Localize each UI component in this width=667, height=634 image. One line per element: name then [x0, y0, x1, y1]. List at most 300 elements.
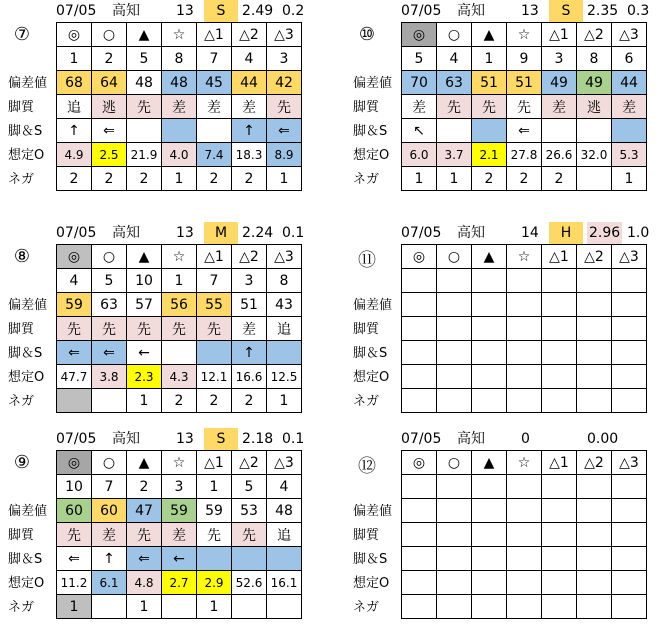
mark-cell: △1 — [197, 451, 232, 475]
expected-odds-cell: 47.7 — [57, 365, 92, 389]
running-style-cell: 先 — [197, 523, 232, 547]
row-label: 想定O — [353, 576, 390, 591]
negative-cell: 1 — [612, 167, 647, 191]
running-style-row — [57, 523, 302, 547]
leg-speed-row — [402, 119, 647, 143]
mark-cell: △3 — [267, 245, 302, 269]
leg-speed-cell — [197, 547, 232, 571]
deviation-cell: 49 — [577, 71, 612, 95]
deviation-cell — [542, 499, 577, 523]
row-label: ネガ — [353, 600, 380, 615]
running-style-cell — [542, 317, 577, 341]
running-style-cell: 差 — [402, 95, 437, 119]
expected-odds-cell: 32.0 — [577, 143, 612, 167]
horse-number-cell: 3 — [162, 475, 197, 499]
expected-odds-cell: 7.4 — [197, 143, 232, 167]
row-label: 脚＆S — [8, 552, 43, 567]
row-label: 偏差値 — [353, 298, 393, 313]
deviation-cell — [472, 499, 507, 523]
running-style-cell: 先 — [507, 95, 542, 119]
running-style-cell — [437, 523, 472, 547]
mark-row — [402, 23, 647, 47]
row-label: ネガ — [8, 172, 35, 187]
expected-odds-cell — [437, 571, 472, 595]
row-label: 想定O — [8, 370, 45, 385]
race-grade-badge: S — [549, 0, 583, 22]
mark-cell: △3 — [612, 451, 647, 475]
mark-cell: ▲ — [472, 23, 507, 47]
running-style-cell: 先 — [232, 523, 267, 547]
race-panel — [345, 222, 665, 427]
deviation-cell: 45 — [197, 71, 232, 95]
deviation-cell — [612, 293, 647, 317]
leg-speed-row — [402, 341, 647, 365]
expected-odds-cell: 8.9 — [267, 143, 302, 167]
expected-odds-cell — [472, 365, 507, 389]
row-label: ネガ — [353, 172, 380, 187]
expected-odds-cell: 12.1 — [197, 365, 232, 389]
running-style-cell: 差 — [162, 95, 197, 119]
negative-cell: 2 — [232, 167, 267, 191]
row-label: 想定O — [353, 370, 390, 385]
mark-cell: ☆ — [507, 451, 542, 475]
running-style-cell: 差 — [612, 95, 647, 119]
deviation-cell: 56 — [162, 293, 197, 317]
horse-number-cell — [507, 475, 542, 499]
race-index-value: 2.18 — [242, 431, 274, 447]
prediction-table — [56, 22, 302, 191]
running-style-cell: 差 — [197, 95, 232, 119]
deviation-cell — [577, 293, 612, 317]
leg-speed-cell: ↑ — [57, 119, 92, 143]
mark-cell: ▲ — [472, 451, 507, 475]
expected-odds-row — [402, 365, 647, 389]
race-index-sub: 0.1 — [282, 225, 305, 241]
running-style-cell: 先 — [197, 317, 232, 341]
leg-speed-cell — [197, 341, 232, 365]
negative-cell: 2 — [542, 167, 577, 191]
horse-number-cell: 1 — [57, 47, 92, 71]
deviation-cell — [437, 499, 472, 523]
expected-odds-row — [57, 365, 302, 389]
leg-speed-cell — [542, 341, 577, 365]
row-label: 脚＆S — [353, 552, 388, 567]
runner-count: 13 — [176, 431, 194, 447]
negative-cell — [57, 389, 92, 413]
negative-cell: 1 — [402, 167, 437, 191]
deviation-cell — [402, 293, 437, 317]
horse-number-cell — [577, 475, 612, 499]
mark-cell: △1 — [542, 245, 577, 269]
race-date: 07/05 — [401, 225, 442, 241]
negative-cell — [402, 389, 437, 413]
expected-odds-cell: 5.3 — [612, 143, 647, 167]
negative-row — [402, 595, 647, 619]
mark-cell: ○ — [437, 451, 472, 475]
expected-odds-cell: 6.0 — [402, 143, 437, 167]
race-number: ⑦ — [13, 24, 31, 45]
leg-speed-cell: ⇐ — [92, 341, 127, 365]
leg-speed-cell — [437, 341, 472, 365]
expected-odds-cell — [472, 571, 507, 595]
horse-number-cell — [612, 475, 647, 499]
expected-odds-cell — [577, 571, 612, 595]
leg-speed-cell — [577, 341, 612, 365]
horse-number-cell: 6 — [612, 47, 647, 71]
row-label: ネガ — [353, 394, 380, 409]
negative-cell — [612, 389, 647, 413]
race-venue: 高知 — [457, 3, 485, 19]
race-date: 07/05 — [401, 3, 442, 19]
horse-number-cell: 7 — [197, 47, 232, 71]
race-index-value: 0.00 — [587, 431, 619, 447]
leg-speed-cell — [197, 119, 232, 143]
running-style-cell: 先 — [162, 317, 197, 341]
mark-cell: ○ — [92, 23, 127, 47]
runner-count: 13 — [176, 3, 194, 19]
prediction-table — [401, 244, 647, 413]
running-style-cell — [472, 523, 507, 547]
runner-count: 13 — [521, 3, 539, 19]
running-style-cell: 差 — [162, 523, 197, 547]
negative-row — [57, 167, 302, 191]
mark-cell: ○ — [437, 245, 472, 269]
leg-speed-cell — [267, 547, 302, 571]
leg-speed-cell — [472, 547, 507, 571]
horse-number-cell: 9 — [507, 47, 542, 71]
deviation-cell — [402, 499, 437, 523]
negative-cell: 2 — [472, 167, 507, 191]
running-style-cell: 逃 — [92, 95, 127, 119]
race-date: 07/05 — [56, 431, 97, 447]
deviation-cell: 63 — [92, 293, 127, 317]
negative-cell: 1 — [162, 167, 197, 191]
race-index-value: 2.96 — [587, 222, 622, 244]
leg-speed-cell: ⇐ — [57, 341, 92, 365]
running-style-row — [402, 317, 647, 341]
running-style-cell — [402, 317, 437, 341]
expected-odds-cell: 12.5 — [267, 365, 302, 389]
leg-speed-cell — [577, 119, 612, 143]
negative-cell: 1 — [127, 595, 162, 619]
leg-speed-cell: ↑ — [232, 341, 267, 365]
mark-cell: ☆ — [162, 245, 197, 269]
leg-speed-cell — [507, 341, 542, 365]
deviation-cell: 57 — [127, 293, 162, 317]
leg-speed-cell: ⇐ — [57, 547, 92, 571]
horse-number-cell — [402, 475, 437, 499]
running-style-cell: 先 — [437, 95, 472, 119]
leg-speed-cell — [127, 119, 162, 143]
negative-cell: 1 — [437, 167, 472, 191]
negative-row — [402, 167, 647, 191]
horse-number-cell: 4 — [57, 269, 92, 293]
leg-speed-cell: ↑ — [232, 119, 267, 143]
runner-count: 0 — [521, 431, 530, 447]
expected-odds-cell: 3.8 — [92, 365, 127, 389]
expected-odds-cell: 27.8 — [507, 143, 542, 167]
mark-row — [57, 23, 302, 47]
negative-cell — [402, 595, 437, 619]
race-panel — [0, 428, 320, 633]
prediction-table — [56, 244, 302, 413]
expected-odds-cell — [507, 365, 542, 389]
row-label: 偏差値 — [8, 298, 48, 313]
running-style-cell: 先 — [127, 317, 162, 341]
expected-odds-cell: 4.0 — [162, 143, 197, 167]
expected-odds-row — [402, 571, 647, 595]
expected-odds-cell — [437, 365, 472, 389]
mark-row — [402, 245, 647, 269]
leg-speed-cell — [612, 119, 647, 143]
negative-cell: 2 — [232, 389, 267, 413]
negative-cell — [472, 389, 507, 413]
horse-number-cell: 2 — [127, 475, 162, 499]
deviation-cell: 59 — [162, 499, 197, 523]
horse-number-cell: 1 — [162, 269, 197, 293]
horse-number-row — [402, 47, 647, 71]
deviation-cell — [577, 499, 612, 523]
negative-cell — [437, 389, 472, 413]
horse-number-cell: 4 — [437, 47, 472, 71]
mark-cell: ☆ — [162, 23, 197, 47]
row-label: 脚＆S — [353, 124, 388, 139]
race-number: ⑪ — [358, 250, 376, 271]
negative-cell — [612, 595, 647, 619]
row-label: 想定O — [8, 576, 45, 591]
deviation-cell: 48 — [127, 71, 162, 95]
running-style-cell: 先 — [127, 523, 162, 547]
race-number: ⑩ — [358, 24, 376, 45]
runner-count: 13 — [176, 225, 194, 241]
leg-speed-cell — [472, 119, 507, 143]
running-style-cell: 差 — [232, 317, 267, 341]
deviation-cell: 51 — [472, 71, 507, 95]
deviation-cell: 59 — [57, 293, 92, 317]
expected-odds-cell: 2.1 — [472, 143, 507, 167]
running-style-cell: 先 — [92, 317, 127, 341]
mark-cell: △3 — [267, 23, 302, 47]
race-grade-badge: H — [549, 222, 583, 244]
race-venue: 高知 — [112, 3, 140, 19]
deviation-cell: 64 — [92, 71, 127, 95]
horse-number-cell: 3 — [267, 47, 302, 71]
leg-speed-cell — [437, 547, 472, 571]
expected-odds-cell: 4.9 — [57, 143, 92, 167]
race-venue: 高知 — [112, 225, 140, 241]
horse-number-cell: 5 — [127, 47, 162, 71]
mark-cell: ◎ — [57, 23, 92, 47]
row-label: 偏差値 — [353, 76, 393, 91]
horse-number-cell: 3 — [232, 269, 267, 293]
deviation-cell — [507, 293, 542, 317]
horse-number-cell: 8 — [267, 269, 302, 293]
leg-speed-cell: ↑ — [92, 547, 127, 571]
expected-odds-cell: 2.3 — [127, 365, 162, 389]
running-style-cell — [577, 317, 612, 341]
leg-speed-row — [402, 547, 647, 571]
leg-speed-cell: ⇐ — [507, 119, 542, 143]
running-style-cell: 追 — [267, 523, 302, 547]
mark-cell: △2 — [577, 245, 612, 269]
row-label: 想定O — [353, 148, 390, 163]
race-index-sub: 1.0 — [627, 225, 650, 241]
deviation-cell: 44 — [612, 71, 647, 95]
running-style-row — [402, 95, 647, 119]
running-style-cell: 先 — [127, 95, 162, 119]
row-label: ネガ — [8, 394, 35, 409]
deviation-cell: 47 — [127, 499, 162, 523]
running-style-cell: 差 — [542, 95, 577, 119]
race-date: 07/05 — [56, 225, 97, 241]
negative-cell — [542, 389, 577, 413]
mark-cell: ▲ — [472, 245, 507, 269]
running-style-cell — [507, 523, 542, 547]
deviation-row — [402, 293, 647, 317]
mark-row — [57, 245, 302, 269]
leg-speed-cell: ↖ — [402, 119, 437, 143]
running-style-cell — [577, 523, 612, 547]
negative-cell — [577, 595, 612, 619]
expected-odds-cell — [507, 571, 542, 595]
leg-speed-cell: ⇐ — [267, 119, 302, 143]
mark-cell: ○ — [92, 451, 127, 475]
horse-number-cell: 8 — [577, 47, 612, 71]
leg-speed-cell — [162, 341, 197, 365]
expected-odds-row — [57, 571, 302, 595]
negative-row — [57, 595, 302, 619]
leg-speed-cell — [162, 119, 197, 143]
race-index-sub: 0.1 — [282, 431, 305, 447]
expected-odds-cell: 18.3 — [232, 143, 267, 167]
deviation-row — [402, 71, 647, 95]
negative-cell: 1 — [267, 389, 302, 413]
deviation-cell: 43 — [267, 293, 302, 317]
horse-number-cell — [577, 269, 612, 293]
deviation-cell: 44 — [232, 71, 267, 95]
mark-cell: △1 — [542, 23, 577, 47]
deviation-cell — [472, 293, 507, 317]
race-venue: 高知 — [457, 225, 485, 241]
running-style-row — [57, 317, 302, 341]
prediction-table — [56, 450, 302, 619]
horse-number-cell: 1 — [197, 475, 232, 499]
horse-number-cell: 7 — [197, 269, 232, 293]
expected-odds-cell: 52.6 — [232, 571, 267, 595]
running-style-cell: 追 — [267, 317, 302, 341]
mark-cell: ○ — [92, 245, 127, 269]
leg-speed-cell: ⇐ — [92, 119, 127, 143]
negative-cell: 1 — [57, 595, 92, 619]
horse-number-cell: 10 — [57, 475, 92, 499]
mark-cell: ▲ — [127, 451, 162, 475]
race-date: 07/05 — [56, 3, 97, 19]
mark-cell: ◎ — [57, 245, 92, 269]
expected-odds-cell: 26.6 — [542, 143, 577, 167]
running-style-row — [57, 95, 302, 119]
negative-cell — [92, 389, 127, 413]
running-style-cell: 先 — [472, 95, 507, 119]
runner-count: 14 — [521, 225, 539, 241]
horse-number-row — [402, 475, 647, 499]
mark-cell: △2 — [577, 451, 612, 475]
deviation-cell: 51 — [507, 71, 542, 95]
negative-cell: 1 — [127, 389, 162, 413]
race-number: ⑨ — [13, 452, 31, 473]
mark-cell: ◎ — [402, 451, 437, 475]
expected-odds-cell: 16.1 — [267, 571, 302, 595]
deviation-cell: 48 — [162, 71, 197, 95]
deviation-cell — [507, 499, 542, 523]
negative-cell — [507, 389, 542, 413]
running-style-row — [402, 523, 647, 547]
deviation-row — [402, 499, 647, 523]
prediction-table — [401, 22, 647, 191]
race-panel — [345, 0, 665, 205]
negative-cell — [542, 595, 577, 619]
leg-speed-cell — [612, 341, 647, 365]
horse-number-cell: 1 — [472, 47, 507, 71]
deviation-cell: 49 — [542, 71, 577, 95]
race-number: ⑧ — [13, 246, 31, 267]
negative-cell — [437, 595, 472, 619]
negative-cell — [232, 595, 267, 619]
horse-number-cell: 4 — [267, 475, 302, 499]
horse-number-cell — [472, 475, 507, 499]
leg-speed-cell — [472, 341, 507, 365]
deviation-cell — [542, 293, 577, 317]
leg-speed-cell — [402, 341, 437, 365]
deviation-cell: 68 — [57, 71, 92, 95]
negative-cell — [577, 167, 612, 191]
race-panel — [0, 222, 320, 427]
negative-cell: 1 — [197, 595, 232, 619]
horse-number-cell: 4 — [232, 47, 267, 71]
race-date: 07/05 — [401, 431, 442, 447]
expected-odds-cell — [542, 365, 577, 389]
mark-cell: △2 — [577, 23, 612, 47]
row-label: 想定O — [8, 148, 45, 163]
row-label: 偏差値 — [8, 504, 48, 519]
row-label: 脚質 — [353, 100, 380, 115]
mark-cell: ☆ — [507, 23, 542, 47]
row-label: 脚質 — [8, 100, 35, 115]
leg-speed-cell — [542, 547, 577, 571]
running-style-cell: 差 — [92, 523, 127, 547]
expected-odds-cell — [612, 571, 647, 595]
mark-cell: △3 — [612, 23, 647, 47]
race-number: ⑫ — [358, 456, 376, 477]
negative-cell: 1 — [267, 167, 302, 191]
leg-speed-cell — [612, 547, 647, 571]
race-index-value: 2.35 — [587, 3, 619, 19]
leg-speed-cell — [437, 119, 472, 143]
running-style-cell — [542, 523, 577, 547]
horse-number-cell: 5 — [92, 269, 127, 293]
race-grade-badge: M — [204, 222, 238, 244]
mark-row — [57, 451, 302, 475]
horse-number-row — [57, 475, 302, 499]
deviation-cell: 48 — [267, 499, 302, 523]
mark-cell: ☆ — [507, 245, 542, 269]
mark-cell: △2 — [232, 451, 267, 475]
mark-cell: △1 — [197, 23, 232, 47]
expected-odds-cell: 2.7 — [162, 571, 197, 595]
leg-speed-cell — [577, 547, 612, 571]
expected-odds-cell — [542, 571, 577, 595]
mark-cell: ▲ — [127, 23, 162, 47]
expected-odds-cell: 4.3 — [162, 365, 197, 389]
